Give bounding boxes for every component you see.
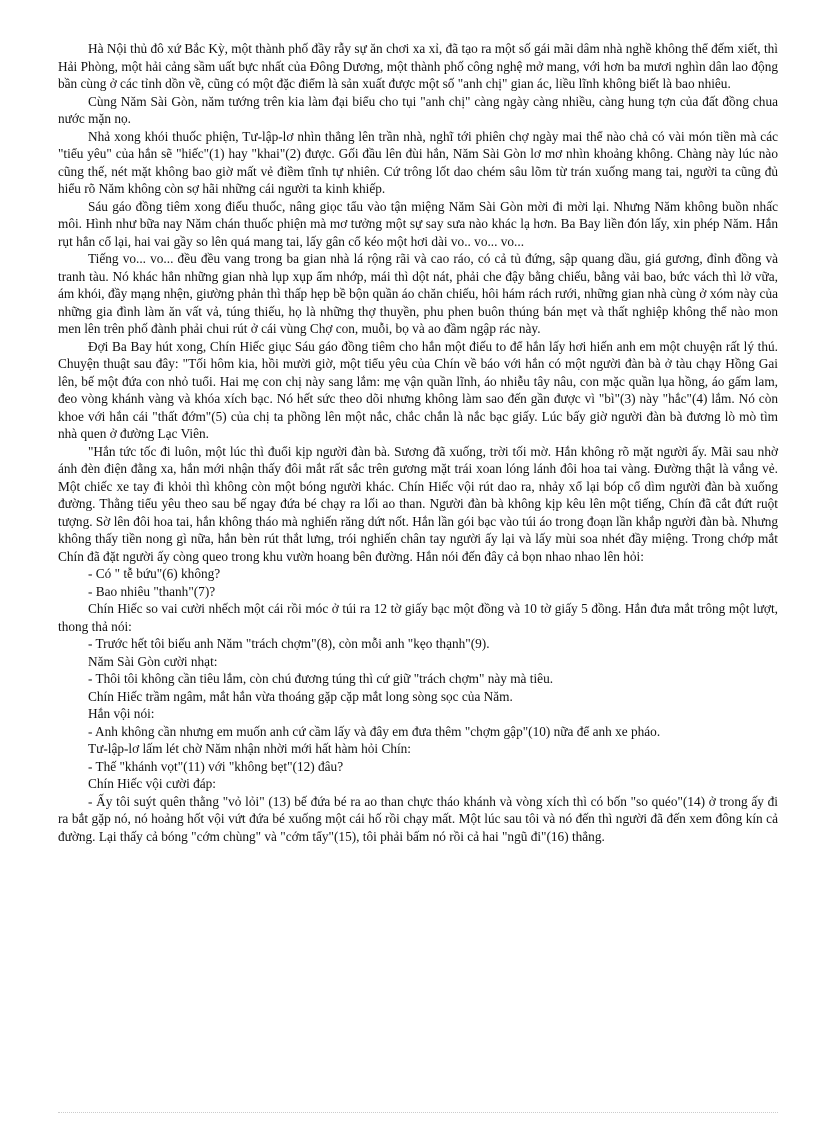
paragraph: "Hắn tức tốc đi luôn, một lúc thì đuổi kịp người đàn bà. Sương đã xuống, trời tối mờ. Hắn không rõ mặt người ấy. Mãi sau nhờ ánh đèn điện đằng xa, hắn mới nhận thấy đôi mắt rất sắc trên gương mặt trái xoan lóng lánh đôi hoa tai vàng. Đường thật là vắng vẻ. Một chiếc xe tay đi khỏi thì không còn một bóng người khác. Chín Hiếc vội rút dao ra, nhảy xổ lại bóp cổ dìm người đàn bà xuống đường. Thằng tiểu yêu theo sau bế ngay đứa bé chạy ra lối ao than. Người đàn bà không kịp kêu lên một tiếng, Chín đã cắt đứt ruột tượng. Sờ lên đôi hoa tai, hắn không tháo mà nghiến răng dứt nốt. Hắn lần gói bạc vào túi áo trong đoạn lần khắp người đàn bà. Nhưng không thấy tiền nong gì nữa, hắn bèn rút thắt lưng, trói nghiến chân tay người ấy lại và lấy mùi soa nhét đầy miệng. Trong chớp mắt Chín đã đặt người ấy còng queo trong khu vườn hoang bên đường. Hắn nói đến đây cả bọn nhao nhao lên hỏi: [58,443,778,564]
dialogue-line: - Anh không cần nhưng em muốn anh cứ cầm lấy và đây em đưa thêm "chợm gập"(10) nữa để anh xe pháo. [88,723,661,739]
dialogue-line: - Bao nhiêu "thanh"(7)? [88,583,216,599]
dialogue-line: Năm Sài Gòn cười nhạt: [88,653,218,669]
paragraph: Nhả xong khói thuốc phiện, Tư-lập-lơ nhìn thẳng lên trần nhà, nghĩ tới phiên chợ ngày mai thể nào chả có vài món tiền mà các "tiểu yêu" của hắn sẽ "hiếc"(1) hay "khai"(2) được. Gối đầu lên đùi hắn, Năm Sài Gòn lơ mơ nhìn khoảng không. Chàng này lúc nào cũng thế, nét mặt không bao giờ mất vẻ điềm tĩnh tự nhiên. Cứ trông lốt dao chém sâu lõm từ trán xuống mang tai, người ta cũng đủ hiểu rõ Năm không còn sợ hãi những cái người ta kinh khiếp. [58,128,778,196]
dialogue-line: - Trước hết tôi biếu anh Năm "trách chợm"(8), còn mỗi anh "kẹo thạnh"(9). [88,636,490,651]
paragraph: Cùng Năm Sài Gòn, năm tướng trên kia làm đại biểu cho tụi "anh chị" càng ngày càng nhiều, càng hung tợn của đất đồng chua nước mặn nọ. [58,93,778,126]
dialogue-line: - Thôi tôi không cần tiêu lắm, còn chú đương túng thì cứ giữ "trách chợm" này mà tiêu. [88,671,554,686]
dialogue-line: Hắn vội nói: [88,706,155,721]
dialogue-line: Chín Hiếc vội cười đáp: [88,776,216,791]
page-bottom-divider [58,1112,778,1113]
dialogue-line: - Thế "khánh vọt"(11) với "không bẹt"(12) đâu? [88,758,344,774]
document-body [58,40,778,845]
paragraph: Chín Hiếc so vai cười nhếch một cái rồi móc ở túi ra 12 tờ giấy bạc một đồng và 10 tờ giấy 5 đồng. Hắn đưa mắt trông một lượt, thong thả nói: [58,601,778,634]
paragraph: Sáu gáo đồng tiêm xong điếu thuốc, nâng giọc tẩu vào tận miệng Năm Sài Gòn mời đi mời lại. Nhưng Năm không buồn nhấc môi. Hình như bữa nay Năm chán thuốc phiện mà mơ tưởng một sự say sưa nào khác lạ hơn. Ba Bay liền đón lấy, xin phép Năm. Hắn rụt hẳn cổ lại, hai vai gầy so lên quá mang tai, lấy gân cổ kéo một hơi dài vo.. vo... vo... [58,198,778,249]
paragraph: Hà Nội thủ đô xứ Bắc Kỳ, một thành phố đầy rẫy sự ăn chơi xa xỉ, đã tạo ra một số gái mãi dâm nhà nghề không thể đếm xiết, thì Hải Phòng, một hải cảng sầm uất bực nhất của Đông Dương, một thành phố công nghệ mở mang, với hơn ba mươi nghìn dân lao động bần cùng ở các tỉnh dồn về, cũng có một đặc điểm là sản xuất được một số "anh chị" gian ác, liều lĩnh không biết là bao nhiêu. [58,41,778,91]
dialogue-line: Tư-lập-lơ lấm lét chờ Năm nhận nhời mới hất hàm hỏi Chín: [88,741,412,756]
paragraph: Đợi Ba Bay hút xong, Chín Hiếc giục Sáu gáo đồng tiêm cho hắn một điếu to để hắn lấy hơi hiến anh em một chuyện rất lý thú. Chuyện thuật sau đây: "Tối hôm kia, hồi mười giờ, một tiểu yêu của Chín về báo với hắn có một người đàn bà ở tàu chạy Hồng Gai lên, bế một đứa con nhỏ tuổi. Hai mẹ con chị này sang lắm: mẹ vận quần lĩnh, áo nhiễu tây nâu, con mặc quần lụa hồng, áo gấm lam, đeo vòng khánh vàng và khóa xích bạc. Nó hết sức theo dõi nhưng không làm sao đến gần được vì "bì"(3) này "hắc"(4) lắm. Nó còn khoe với hắn cái "thất đớm"(5) của chị ta phồng lên một nắc, chắc chắn là nắc bạc giấy. Lúc bấy giờ người đàn bà đương lò mò tìm nhà quen ở đường Lạc Viên. [58,338,778,441]
dialogue-line: Chín Hiếc trầm ngâm, mắt hắn vừa thoáng gặp cặp mắt long sòng sọc của Năm. [88,688,513,704]
paragraph: - Ấy tôi suýt quên thằng "vỏ lỏi" (13) bế đứa bé ra ao than chực tháo khánh và vòng xích thì có bốn "so quéo"(14) ở trong ấy đi ra bắt gặp nó, nó hoảng hốt vội vứt đứa bé xuống một cái hố rồi chạy mất. Một lúc sau tôi và nó đến thì người đã đến xem đông kín cả đường. Lại thấy cả bóng "cớm chùng" và "cớm tẩy"(15), tôi phải bấm nó rồi cả hai "ngũ đi"(16) thẳng. [58,793,778,844]
paragraph: Tiếng vo... vo... đều đều vang trong ba gian nhà lá rộng rãi và cao ráo, có cả tủ đứng, sập quang dầu, giá gương, đỉnh đồng và tranh tàu. Nó khác hẳn những gian nhà lụp xụp ẩm nhớp, mái thì dột nát, phải che đậy bằng chiếu, bằng vải bao, bức vách thì lở vữa, ám khói, đầy mạng nhện, giường phản thì thấp hẹp bề bộn quần áo chăn chiếu, hôi hám rách rưới, những gian nhà cùng ở xóm này của những gia đình làm ăn vất vả, túng thiếu, họ là những thợ thuyền, phu phen buôn thúng bán mẹt và thất nghiệp không thể nào mon men lên trên phố đành phải chui rút ở cái vùng Chợ con, muỗi, bọ và ao đầm ngập rác này. [58,251,778,336]
dialogue-line: - Có " tễ bứu"(6) không? [88,566,221,581]
